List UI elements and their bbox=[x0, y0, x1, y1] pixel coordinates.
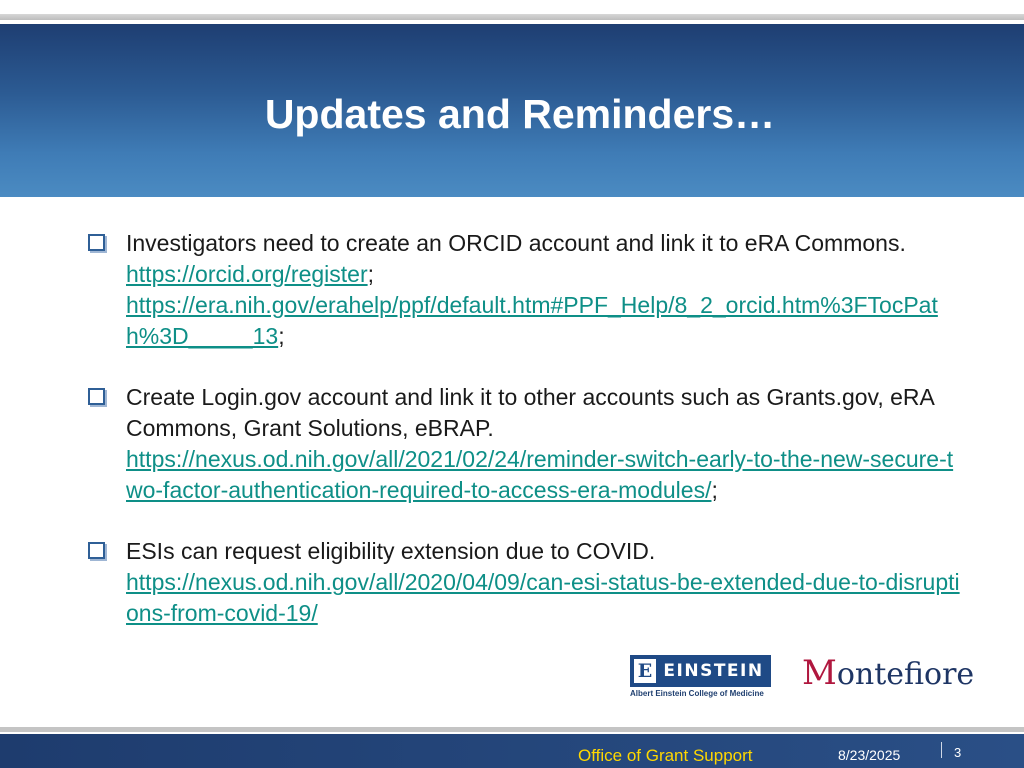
footer-office-name: Office of Grant Support bbox=[578, 746, 753, 765]
logo-area bbox=[630, 653, 975, 703]
top-rule bbox=[0, 14, 1024, 20]
separator: ; bbox=[711, 477, 718, 503]
einstein-logo bbox=[630, 655, 771, 699]
einstein-emblem-icon: E bbox=[634, 659, 656, 683]
bullet-item-orcid bbox=[86, 228, 966, 352]
footer-date: 8/23/2025 bbox=[838, 747, 901, 763]
separator: ; bbox=[367, 261, 374, 287]
bullet-item-esi bbox=[86, 536, 966, 629]
bullet-text bbox=[126, 228, 966, 352]
slide-title: Updates and Reminders… bbox=[264, 91, 776, 137]
bullet-text bbox=[126, 536, 966, 629]
montefiore-logo bbox=[802, 655, 974, 693]
bullet-item-login-gov bbox=[86, 382, 966, 506]
footer-divider bbox=[941, 742, 942, 758]
bullet-body: ESIs can request eligibility extension due to COVID. bbox=[126, 538, 656, 564]
separator: ; bbox=[278, 323, 285, 349]
bullet-body: Investigators need to create an ORCID account and link it to eRA Commons. bbox=[126, 230, 906, 256]
bullet-text bbox=[126, 382, 966, 506]
einstein-college-name: Albert Einstein College of Medicine bbox=[630, 689, 764, 698]
two-factor-reminder-link[interactable]: https://nexus.od.nih.gov/all/2021/02/24/reminder-switch-early-to-the-new-secure-two-factor-authentication-required-to-access-era-modules/ bbox=[126, 446, 954, 503]
checkbox-bullet-icon bbox=[88, 234, 105, 251]
esi-extension-link[interactable]: https://nexus.od.nih.gov/all/2020/04/09/can-esi-status-be-extended-due-to-disruptions-from-covid-19/ bbox=[126, 569, 960, 626]
checkbox-bullet-icon bbox=[88, 542, 105, 559]
bullet-body: Create Login.gov account and link it to other accounts such as Grants.gov, eRA Commons, Grant Solutions, eBRAP. bbox=[126, 384, 934, 441]
einstein-logo-box bbox=[630, 655, 771, 687]
era-orcid-help-link[interactable]: https://era.nih.gov/erahelp/ppf/default.htm#PPF_Help/8_2_orcid.htm%3FTocPath%3D_____13 bbox=[126, 292, 938, 349]
bottom-rule bbox=[0, 727, 1024, 732]
bullet-list bbox=[86, 228, 966, 659]
montefiore-wordmark: ontefiore bbox=[836, 657, 975, 692]
montefiore-initial: M bbox=[802, 653, 837, 693]
einstein-wordmark: EINSTEIN bbox=[663, 661, 764, 681]
slide-number: 3 bbox=[954, 745, 962, 760]
checkbox-bullet-icon bbox=[88, 388, 105, 405]
footer-bar bbox=[0, 734, 1024, 768]
orcid-register-link[interactable]: https://orcid.org/register bbox=[126, 261, 368, 287]
